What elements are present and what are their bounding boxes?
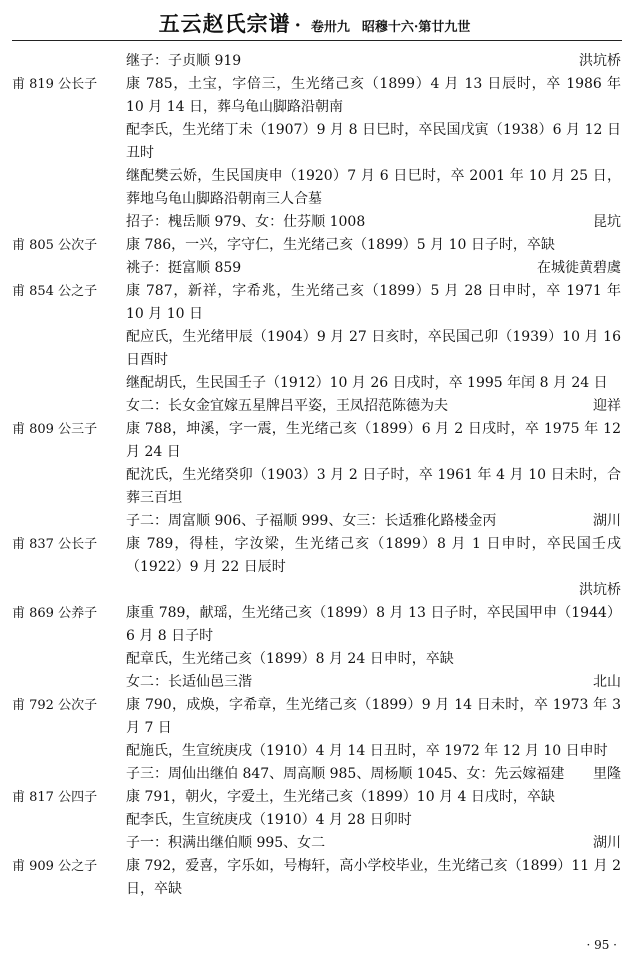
entry-text: 康 792，爱喜，字乐如，号梅轩，高小学校毕业，生光绪己亥（1899）11 月 2 日，卒缺	[126, 858, 621, 897]
entry-text: 配沈氏，生光绪癸卯（1903）3 月 2 日子时，卒 1961 年 4 月 10 日未时，合葬三百坦	[126, 467, 621, 506]
entry-text: 康 787，新祥，字希兆，生光绪己亥（1899）5 月 28 日申时，卒 1971 年 10 月 10 日	[126, 283, 621, 322]
title-separator: ·	[294, 15, 301, 36]
entry-text: 子二：周富顺 906、子福顺 999、女三：长适雅化路楼金丙	[126, 513, 497, 529]
entry-row	[0, 740, 635, 763]
place-name: 洪坑桥	[575, 579, 621, 602]
place-name: 在城徙黄碧虞	[533, 257, 621, 280]
place-name: 湖川	[589, 510, 621, 533]
entry-text: 女二：长适仙邑三湝	[126, 674, 252, 690]
place-name: 昆坑	[589, 211, 621, 234]
ancestor-ref: 甫 817 公四子	[12, 790, 98, 805]
volume-label: 卷卅九	[310, 20, 350, 35]
ancestor-ref: 甫 805 公次子	[12, 238, 98, 253]
entry-text: 康重 789，献瑶，生光绪己亥（1899）8 月 13 日子时，卒民国甲申（1944）6 月 8 日子时	[126, 605, 621, 644]
entry-text: 配李氏，生光绪丁未（1907）9 月 8 日巳时，卒民国戊寅（1938）6 月 12 日丑时	[126, 122, 621, 161]
entry-text: 招子：槐岳顺 979、女：仕芬顺 1008	[126, 214, 366, 230]
ancestor-ref: 甫 837 公长子	[12, 537, 98, 552]
header-subtitle	[305, 20, 477, 35]
entry-row	[0, 671, 635, 694]
entry-text: 康 791，朝火，字爱土，生光绪己亥（1899）10 月 4 日戌时，卒缺	[126, 789, 555, 805]
entry-text: 配施氏，生宣统庚戌（1910）4 月 14 日丑时，卒 1972 年 12 月 10 日申时	[126, 743, 608, 759]
entry-row	[0, 418, 635, 464]
section-label: 昭穆十六·第廿九世	[361, 20, 471, 35]
genealogy-title: 五云赵氏宗谱	[158, 11, 291, 36]
entry-row	[0, 73, 635, 119]
entry-row	[0, 395, 635, 418]
place-name: 北山	[589, 671, 621, 694]
entry-row	[0, 648, 635, 671]
ancestor-ref: 甫 792 公次子	[12, 698, 98, 713]
entry-row	[0, 832, 635, 855]
entry-row	[0, 533, 635, 579]
entry-row	[0, 50, 635, 73]
entry-text: 康 789，得桂，字汝梁，生光绪己亥（1899）8 月 1 日申时，卒民国壬戌（1922）9 月 22 日辰时	[126, 536, 621, 575]
ancestor-ref: 甫 909 公之子	[12, 859, 98, 874]
ancestor-ref: 甫 819 公长子	[12, 77, 98, 92]
entry-text: 子一：积满出继伯顺 995、女二	[126, 835, 326, 851]
entry-text: 女二：长女金宜嫁五星牌吕平姿，王凤招范陈德为夫	[126, 398, 448, 414]
entry-row	[0, 602, 635, 648]
entry-text: 子三：周仙出继伯 847、周高顺 985、周杨顺 1045、女：先云嫁福建	[126, 766, 565, 782]
place-name: 湖川	[589, 832, 621, 855]
entry-row	[0, 855, 635, 901]
place-name: 迎祥	[589, 395, 621, 418]
header-rule	[12, 40, 622, 41]
entry-row	[0, 579, 635, 602]
entry-text: 配章氏，生光绪己亥（1899）8 月 24 日申时，卒缺	[126, 651, 454, 667]
ancestor-ref: 甫 854 公之子	[12, 284, 98, 299]
entry-text: 康 790，成焕，字希章，生光绪己亥（1899）9 月 14 日未时，卒 1973 年 3 月 7 日	[126, 697, 621, 736]
entry-text: 祧子：挺富顺 859	[126, 260, 242, 276]
entry-row	[0, 809, 635, 832]
entry-text: 康 785，土宝，字倍三，生光绪己亥（1899）4 月 13 日辰时，卒 1986 年 10 月 14 日，葬乌龟山脚路沿朝南	[126, 76, 621, 115]
entry-row	[0, 786, 635, 809]
place-name: 洪坑桥	[575, 50, 621, 73]
entry-row	[0, 234, 635, 257]
entry-row	[0, 326, 635, 372]
entry-text: 继子：子贞顺 919	[126, 53, 242, 69]
entry-row	[0, 694, 635, 740]
page-header	[0, 8, 635, 42]
ancestor-ref: 甫 809 公三子	[12, 422, 98, 437]
entry-row	[0, 372, 635, 395]
entry-row	[0, 119, 635, 165]
entry-row	[0, 165, 635, 211]
entry-row	[0, 763, 635, 786]
entry-text: 康 786，一兴，字守仁，生光绪己亥（1899）5 月 10 日子时，卒缺	[126, 237, 555, 253]
entry-text: 继配胡氏，生民国壬子（1912）10 月 26 日戌时，卒 1995 年闰 8 月 24 日	[126, 375, 608, 391]
entry-text: 继配樊云娇，生民国庚申（1920）7 月 6 日巳时，卒 2001 年 10 月 25 日，葬地乌龟山脚路沿朝南三人合墓	[126, 168, 621, 207]
ancestor-ref: 甫 869 公养子	[12, 606, 98, 621]
entry-row	[0, 257, 635, 280]
entry-row	[0, 464, 635, 510]
entry-text: 康 788，坤溪，字一震，生光绪己亥（1899）6 月 2 日戌时，卒 1975 年 12 月 24 日	[126, 421, 621, 460]
entry-row	[0, 280, 635, 326]
genealogy-entries	[0, 50, 635, 901]
page-number: · 95 ·	[586, 938, 617, 952]
entry-text: 配应氏，生光绪甲辰（1904）9 月 27 日亥时，卒民国己卯（1939）10 月 16 日酉时	[126, 329, 621, 368]
entry-row	[0, 211, 635, 234]
entry-row	[0, 510, 635, 533]
place-name: 里隆	[589, 763, 621, 786]
entry-text: 配李氏，生宣统庚戌（1910）4 月 28 日卯时	[126, 812, 412, 828]
